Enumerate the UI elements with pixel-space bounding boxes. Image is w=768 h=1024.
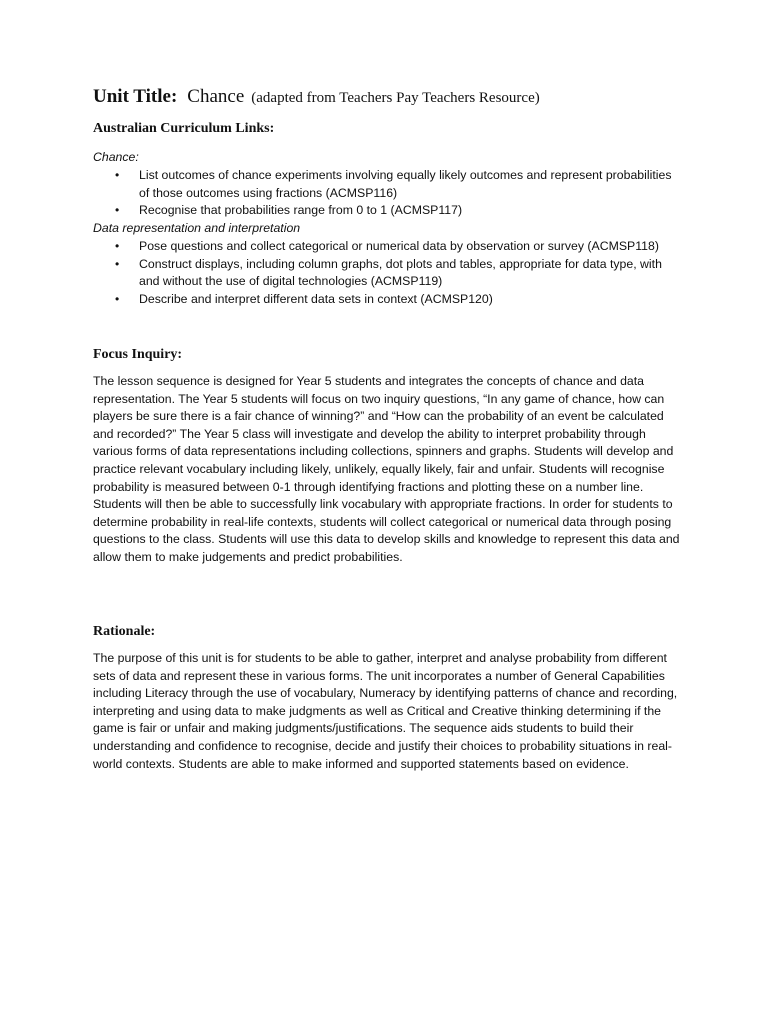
unit-title-note: (adapted from Teachers Pay Teachers Resource)	[251, 90, 540, 106]
list-item	[93, 256, 683, 291]
list-item-text: Construct displays, including column graphs, dot plots and tables, appropriate for data type, with and without the use of digital technologies (ACMSP119)	[139, 256, 662, 289]
chance-subheading: Chance:	[93, 150, 139, 164]
data-representation-list	[93, 238, 683, 308]
chance-list	[93, 167, 683, 220]
unit-title-value: Chance	[187, 86, 245, 107]
list-item-text: Pose questions and collect categorical or numerical data by observation or survey (ACMSP118)	[139, 239, 659, 253]
unit-title-label: Unit Title:	[93, 86, 178, 107]
list-item	[93, 238, 683, 256]
list-item	[93, 167, 683, 202]
data-representation-subheading: Data representation and interpretation	[93, 221, 301, 235]
list-item-text: List outcomes of chance experiments involving equally likely outcomes and represent probabilities of those outcomes using fractions (ACMSP116)	[139, 168, 672, 200]
unit-title	[93, 86, 540, 108]
rationale-heading: Rationale:	[93, 624, 156, 639]
bullet-icon: •	[115, 239, 120, 253]
curriculum-heading: Australian Curriculum Links:	[93, 121, 275, 136]
list-item	[93, 202, 683, 220]
focus-inquiry-paragraph: The lesson sequence is designed for Year 5 students and integrates the concepts of chance and data representation. The Year 5 students will focus on two inquiry questions, “In any game of chance, how can players be sure there is a fair chance of winning?” and “How can the probability of an event be calculated and recorded?” The Year 5 class will investigate and develop the ability to interpret probability through various forms of data representations including collections, spinners and graphs. Students will develop and practice relevant vocabulary including likely, unlikely, equally likely, fair and unfair. Students will recognise probability is measured between 0-1 through identifying fractions and plotting these on a number line. Students will then be able to successfully link vocabulary with appropriate fractions. In order for students to determine probability in real-life contexts, students will collect categorical or numerical data through posing questions to the class. Students will use this data to develop skills and knowledge to represent this data and allow them to make judgements and predict probabilities.	[93, 374, 680, 564]
bullet-icon: •	[115, 203, 120, 218]
list-item-text: Recognise that probabilities range from 0 to 1 (ACMSP117)	[139, 203, 463, 218]
bullet-icon: •	[115, 256, 120, 271]
bullet-icon: •	[115, 168, 120, 182]
bullet-icon: •	[115, 291, 120, 306]
rationale-paragraph: The purpose of this unit is for students to be able to gather, interpret and analyse probability from different sets of data and represent these in various forms. The unit incorporates a number of General Capabilities including Literacy through the use of vocabulary, Numeracy by identifying patterns of chance and recording, interpreting and using data to make judgments as well as Critical and Creative thinking determining if the game is fair or unfair and making judgments/justifications. The sequence aids students to build their understanding and confidence to recognise, decide and justify their choices to probability situations in real-world contexts. Students are able to make informed and supported statements based on evidence.	[93, 651, 678, 771]
list-item	[93, 291, 683, 309]
list-item-text: Describe and interpret different data sets in context (ACMSP120)	[139, 291, 493, 306]
focus-inquiry-heading: Focus Inquiry:	[93, 347, 183, 362]
